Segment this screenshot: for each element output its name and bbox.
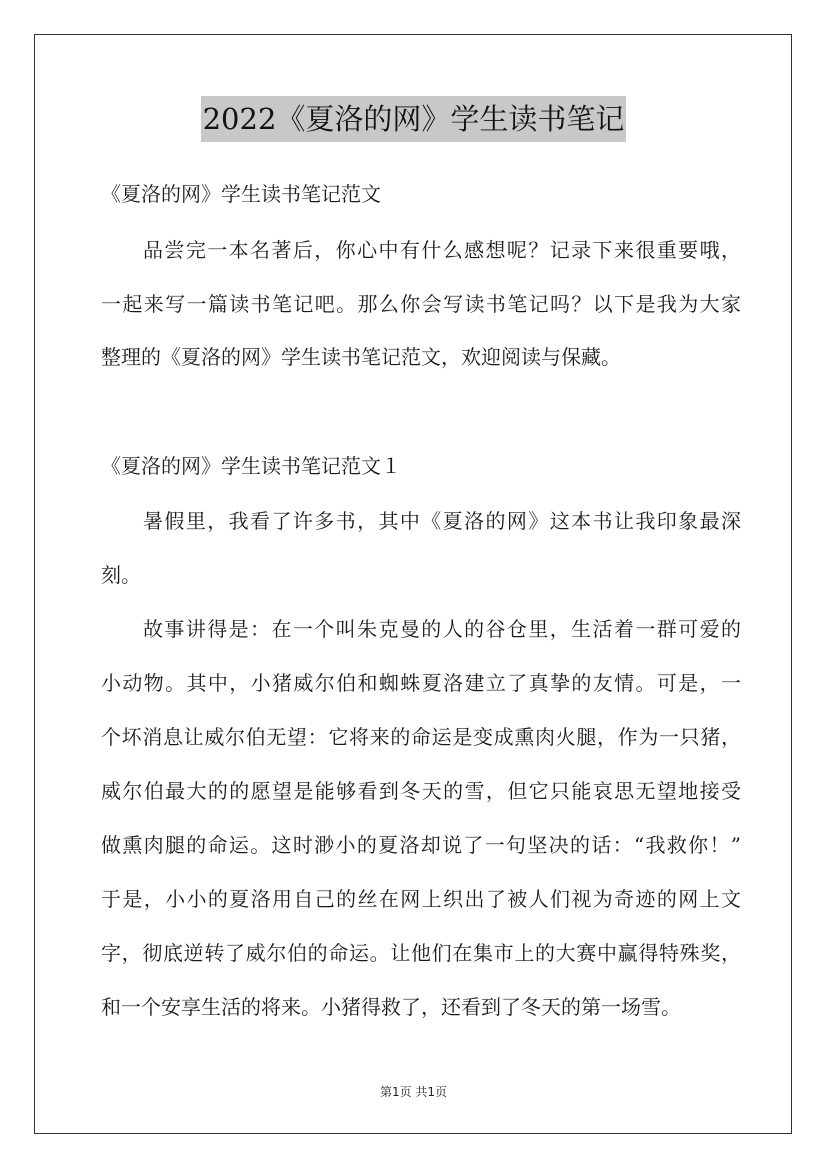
paragraph-line: 做熏肉腿的命运。这时渺小的夏洛却说了一句坚决的话：“我救你！” [101,833,741,857]
paragraph-line: 字，彻底逆转了威尔伯的命运。让他们在集市上的大赛中赢得特殊奖， [101,941,741,965]
intro-line: 一起来写一篇读书笔记吧。那么你会写读书笔记吗？以下是我为大家 [101,292,741,316]
paragraph-line: 小动物。其中，小猪威尔伯和蜘蛛夏洛建立了真挚的友情。可是，一 [101,671,741,695]
page-footer: 第1页 共1页 [379,1085,448,1099]
intro-line: 品尝完一本名著后，你心中有什么感想呢？记录下来很重要哦， [143,238,741,262]
paragraph-line: 个坏消息让威尔伯无望：它将来的命运是变成熏肉火腿，作为一只猪， [101,725,741,749]
paragraph-line: 暑假里，我看了许多书，其中《夏洛的网》这本书让我印象最深 [143,509,741,533]
document-title: 2022《夏洛的网》学生读书笔记 [201,96,627,142]
paragraph-line: 于是，小小的夏洛用自己的丝在网上织出了被人们视为奇迹的网上文 [101,887,741,911]
paragraph-line: 和一个安享生活的将来。小猪得救了，还看到了冬天的第一场雪。 [101,995,681,1019]
title-container [0,96,827,142]
subtitle: 《夏洛的网》学生读书笔记范文 [101,182,381,206]
paragraph-line: 刻。 [101,563,141,587]
intro-line: 整理的《夏洛的网》学生读书笔记范文，欢迎阅读与保藏。 [101,345,621,369]
paragraph-line: 故事讲得是：在一个叫朱克曼的人的谷仓里，生活着一群可爱的 [143,617,741,641]
paragraph-line: 威尔伯最大的的愿望是能够看到冬天的雪，但它只能哀思无望地接受 [101,779,741,803]
section-heading: 《夏洛的网》学生读书笔记范文１ [101,454,401,478]
